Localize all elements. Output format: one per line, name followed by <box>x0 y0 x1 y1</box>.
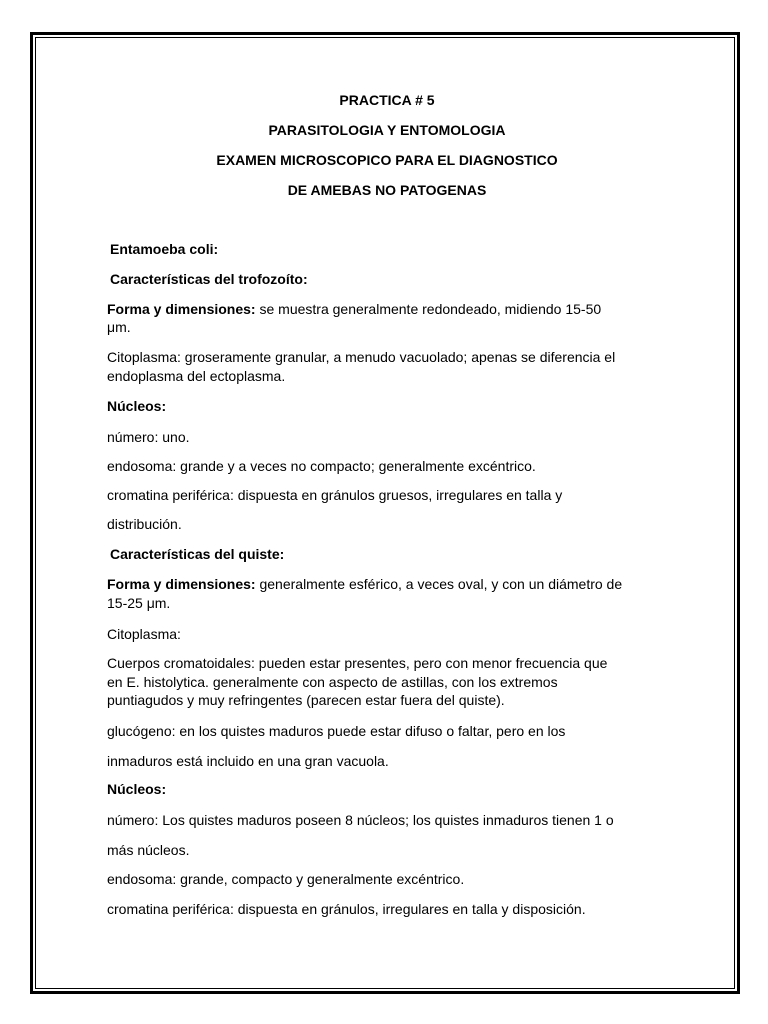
trofozoito-numero: número: uno. <box>107 429 190 445</box>
trofozoito-nucleos-heading: Núcleos: <box>107 398 167 414</box>
trofozoito-citoplasma-1: Citoplasma: groseramente granular, a menudo vacuolado; apenas se diferencia el <box>107 349 616 365</box>
quiste-forma-text: generalmente esférico, a veces oval, y con un diámetro de <box>255 576 623 592</box>
header-line-2: PARASITOLOGIA Y ENTOMOLOGIA <box>268 122 506 138</box>
trofozoito-forma-text: se muestra generalmente redondeado, midiendo 15-50 <box>255 301 602 317</box>
header-line-1: PRACTICA # 5 <box>339 92 435 108</box>
quiste-cuerpos-2: en E. histolytica. generalmente con aspecto de astillas, con los extremos <box>107 674 558 690</box>
trofozoito-heading: Características del trofozoíto: <box>110 271 308 287</box>
quiste-forma-label: Forma y dimensiones: <box>107 576 256 592</box>
quiste-numero-1: número: Los quistes maduros poseen 8 núcleos; los quistes inmaduros tienen 1 o <box>107 812 614 828</box>
quiste-cuerpos-1: Cuerpos cromatoidales: pueden estar presentes, pero con menor frecuencia que <box>107 655 608 671</box>
trofozoito-cromatina-1: cromatina periférica: dispuesta en gránulos gruesos, irregulares en talla y <box>107 487 563 503</box>
trofozoito-forma-label: Forma y dimensiones: <box>107 301 256 317</box>
trofozoito-endosoma: endosoma: grande y a veces no compacto; generalmente excéntrico. <box>107 458 536 474</box>
trofozoito-cromatina-2: distribución. <box>107 516 182 532</box>
quiste-cromatina: cromatina periférica: dispuesta en gránulos, irregulares en talla y disposición. <box>107 901 586 917</box>
quiste-glucogeno-2: inmaduros está incluido en una gran vacuola. <box>107 753 389 769</box>
species-heading: Entamoeba coli: <box>110 241 219 257</box>
quiste-glucogeno-1: glucógeno: en los quistes maduros puede estar difuso o faltar, pero en los <box>107 723 566 739</box>
quiste-numero-2: más núcleos. <box>107 842 190 858</box>
quiste-citoplasma: Citoplasma: <box>107 626 181 642</box>
quiste-endosoma: endosoma: grande, compacto y generalmente excéntrico. <box>107 871 465 887</box>
quiste-forma-cont: 15-25 μm. <box>107 595 171 611</box>
header-line-3: EXAMEN MICROSCOPICO PARA EL DIAGNOSTICO <box>216 152 558 168</box>
trofozoito-forma-cont: μm. <box>107 319 131 335</box>
quiste-forma <box>107 575 622 593</box>
header-line-4: DE AMEBAS NO PATOGENAS <box>287 182 487 198</box>
quiste-cuerpos-3: puntiagudos y muy refringentes (parecen estar fuera del quiste). <box>107 692 505 708</box>
quiste-heading: Características del quiste: <box>110 546 285 562</box>
trofozoito-citoplasma-2: endoplasma del ectoplasma. <box>107 368 286 384</box>
trofozoito-forma <box>107 300 601 318</box>
quiste-nucleos-heading: Núcleos: <box>107 781 167 797</box>
